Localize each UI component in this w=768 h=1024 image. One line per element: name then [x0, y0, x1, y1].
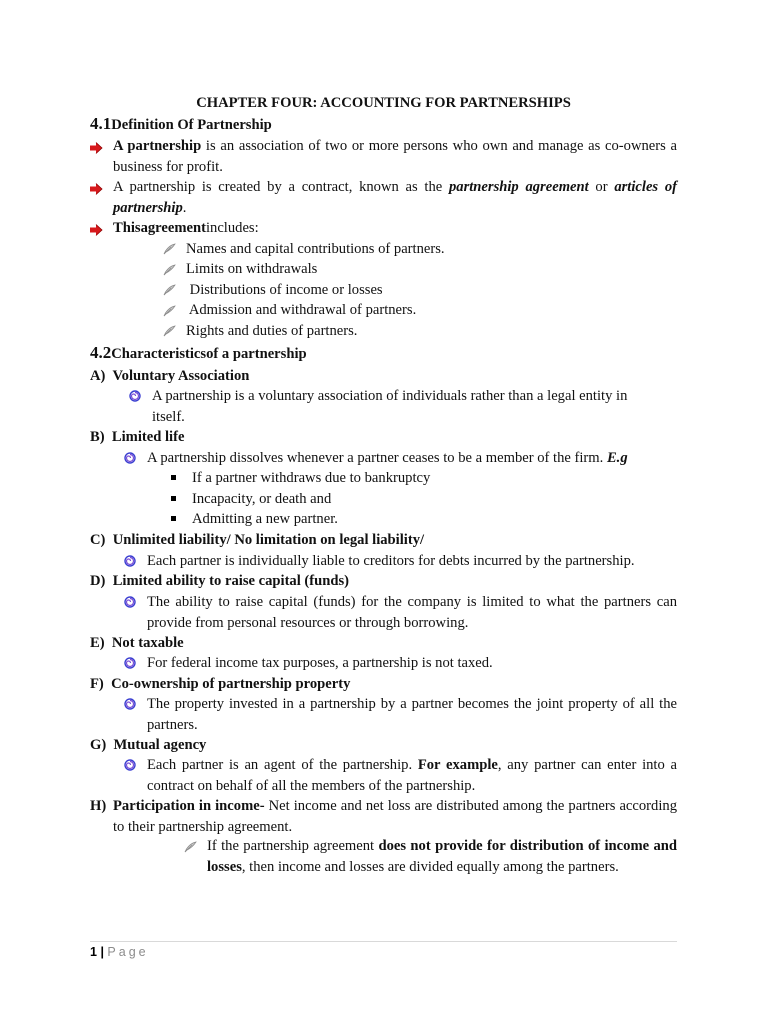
footer-divider — [90, 941, 677, 942]
agreement-item: Distributions of income or losses — [186, 282, 383, 298]
square-bullet-icon — [171, 496, 176, 501]
feather-bullet-icon — [163, 325, 176, 337]
contract-paragraph — [113, 177, 677, 218]
section-title: Definition Of Partnership — [111, 117, 272, 133]
item-title: Participation in income- — [113, 798, 265, 814]
section-heading-4-2 — [90, 343, 307, 365]
feather-bullet-icon — [163, 264, 176, 276]
item-label: G) — [90, 737, 107, 753]
item-text: Each partner is an agent of the partnership. — [147, 757, 418, 773]
item-label: C) — [90, 532, 106, 548]
agreement-item: Limits on withdrawals — [186, 261, 318, 277]
agreement-item: Rights and duties of partners. — [186, 323, 358, 339]
item-title: Not taxable — [111, 635, 184, 651]
characteristic-h-label: H) — [90, 798, 107, 814]
contract-text: A partnership is created by a contract, known as the — [113, 179, 449, 195]
feather-bullet-icon — [184, 841, 197, 853]
red-arrow-bullet-icon — [90, 183, 103, 195]
term-partnership: A partnership — [113, 138, 202, 154]
characteristic-f-heading — [90, 674, 350, 695]
section-title: Characteristicsof a partnership — [111, 346, 307, 362]
page-number: 1 — [90, 945, 97, 959]
item-text: A partnership dissolves whenever a partner ceases to be a member of the firm. — [147, 450, 607, 466]
item-title: Voluntary Association — [112, 368, 250, 384]
blue-swirl-bullet-icon — [124, 657, 136, 669]
feather-bullet-icon — [163, 305, 176, 317]
feather-bullet-icon — [163, 243, 176, 255]
page-word: Page — [107, 945, 149, 959]
blue-swirl-bullet-icon — [124, 596, 136, 608]
characteristic-d-text: The ability to raise capital (funds) for the company is limited to what the partners can provide from personal resources or through borrowing. — [147, 594, 677, 631]
characteristic-c-text: Each partner is individually liable to creditors for debts incurred by the partnership. — [147, 553, 635, 569]
characteristic-b-heading — [90, 427, 184, 448]
characteristic-g-heading — [90, 735, 206, 756]
includes-text: includes: — [205, 220, 259, 236]
blue-swirl-bullet-icon — [129, 390, 141, 402]
blue-swirl-bullet-icon — [124, 555, 136, 567]
characteristic-h-text — [113, 796, 677, 837]
connector-text: or — [588, 179, 615, 195]
page-footer — [90, 942, 149, 963]
for-example-marker: For example — [417, 757, 498, 773]
section-number: 4.1 — [90, 114, 112, 133]
characteristic-f-text: The property invested in a partnership by a partner becomes the joint property of all the partners. — [147, 696, 677, 733]
square-bullet-icon — [171, 475, 176, 480]
sub-item: Incapacity, or death and — [192, 491, 332, 507]
period: . — [182, 199, 187, 216]
item-label: D) — [90, 573, 106, 589]
section-number: 4.2 — [90, 343, 112, 362]
item-title: Mutual agency — [113, 737, 207, 753]
item-text: , then income and losses are divided equally among the partners. — [241, 858, 619, 875]
item-title: Limited life — [111, 429, 185, 445]
item-label: F) — [90, 676, 104, 692]
item-title: Unlimited liability/ No limitation on legal liability/ — [112, 532, 425, 548]
characteristic-d-heading — [90, 571, 349, 592]
characteristic-h-subtext — [207, 836, 677, 877]
blue-swirl-bullet-icon — [124, 759, 136, 771]
term-partnership-agreement: partnership agreement — [448, 179, 589, 195]
characteristic-e-text: For federal income tax purposes, a partnership is not taxed. — [147, 655, 493, 671]
square-bullet-icon — [171, 516, 176, 521]
item-title: Co-ownership of partnership property — [111, 676, 351, 692]
characteristic-e-heading — [90, 633, 184, 654]
characteristic-g-text — [147, 755, 677, 796]
agreement-includes — [113, 218, 259, 239]
term-this-agreement: Thisagreement — [113, 220, 206, 236]
red-arrow-bullet-icon — [90, 224, 103, 236]
agreement-item: Admission and withdrawal of partners. — [186, 302, 417, 318]
item-label: B) — [90, 429, 105, 445]
item-label: A) — [90, 368, 106, 384]
eg-marker: E.g — [606, 450, 628, 466]
red-arrow-bullet-icon — [90, 142, 103, 154]
item-text: , any partner can enter into a contract on behalf of all the members of the partnership. — [147, 757, 677, 794]
agreement-item: Names and capital contributions of partners. — [186, 241, 445, 257]
section-heading-4-1 — [90, 114, 272, 136]
blue-swirl-bullet-icon — [124, 452, 136, 464]
sub-item: Admitting a new partner. — [192, 511, 338, 527]
definition-paragraph — [113, 136, 677, 177]
footer-separator: | — [100, 945, 104, 959]
item-text: If the partnership agreement — [207, 838, 379, 854]
characteristic-b-text — [147, 448, 628, 469]
item-text: Net income and net loss are distributed among the partners according to their partnership agreement. — [113, 798, 677, 835]
blue-swirl-bullet-icon — [124, 698, 136, 710]
item-label: E) — [90, 635, 105, 651]
emphasis-text: does not provide for distribution of income and losses — [207, 838, 677, 875]
feather-bullet-icon — [163, 284, 176, 296]
characteristic-c-heading — [90, 530, 424, 551]
characteristic-a-heading — [90, 366, 249, 387]
characteristic-a-text: A partnership is a voluntary association of individuals rather than a legal entity in itself. — [152, 388, 628, 425]
term-articles-of-partnership: articles of partnership — [113, 179, 677, 216]
sub-item: If a partner withdraws due to bankruptcy — [192, 470, 431, 486]
chapter-title: CHAPTER FOUR: ACCOUNTING FOR PARTNERSHIPS — [196, 95, 571, 111]
item-title: Limited ability to raise capital (funds) — [112, 573, 350, 589]
definition-text: is an association of two or more persons who own and manage as co-owners a business for profit. — [113, 138, 677, 175]
